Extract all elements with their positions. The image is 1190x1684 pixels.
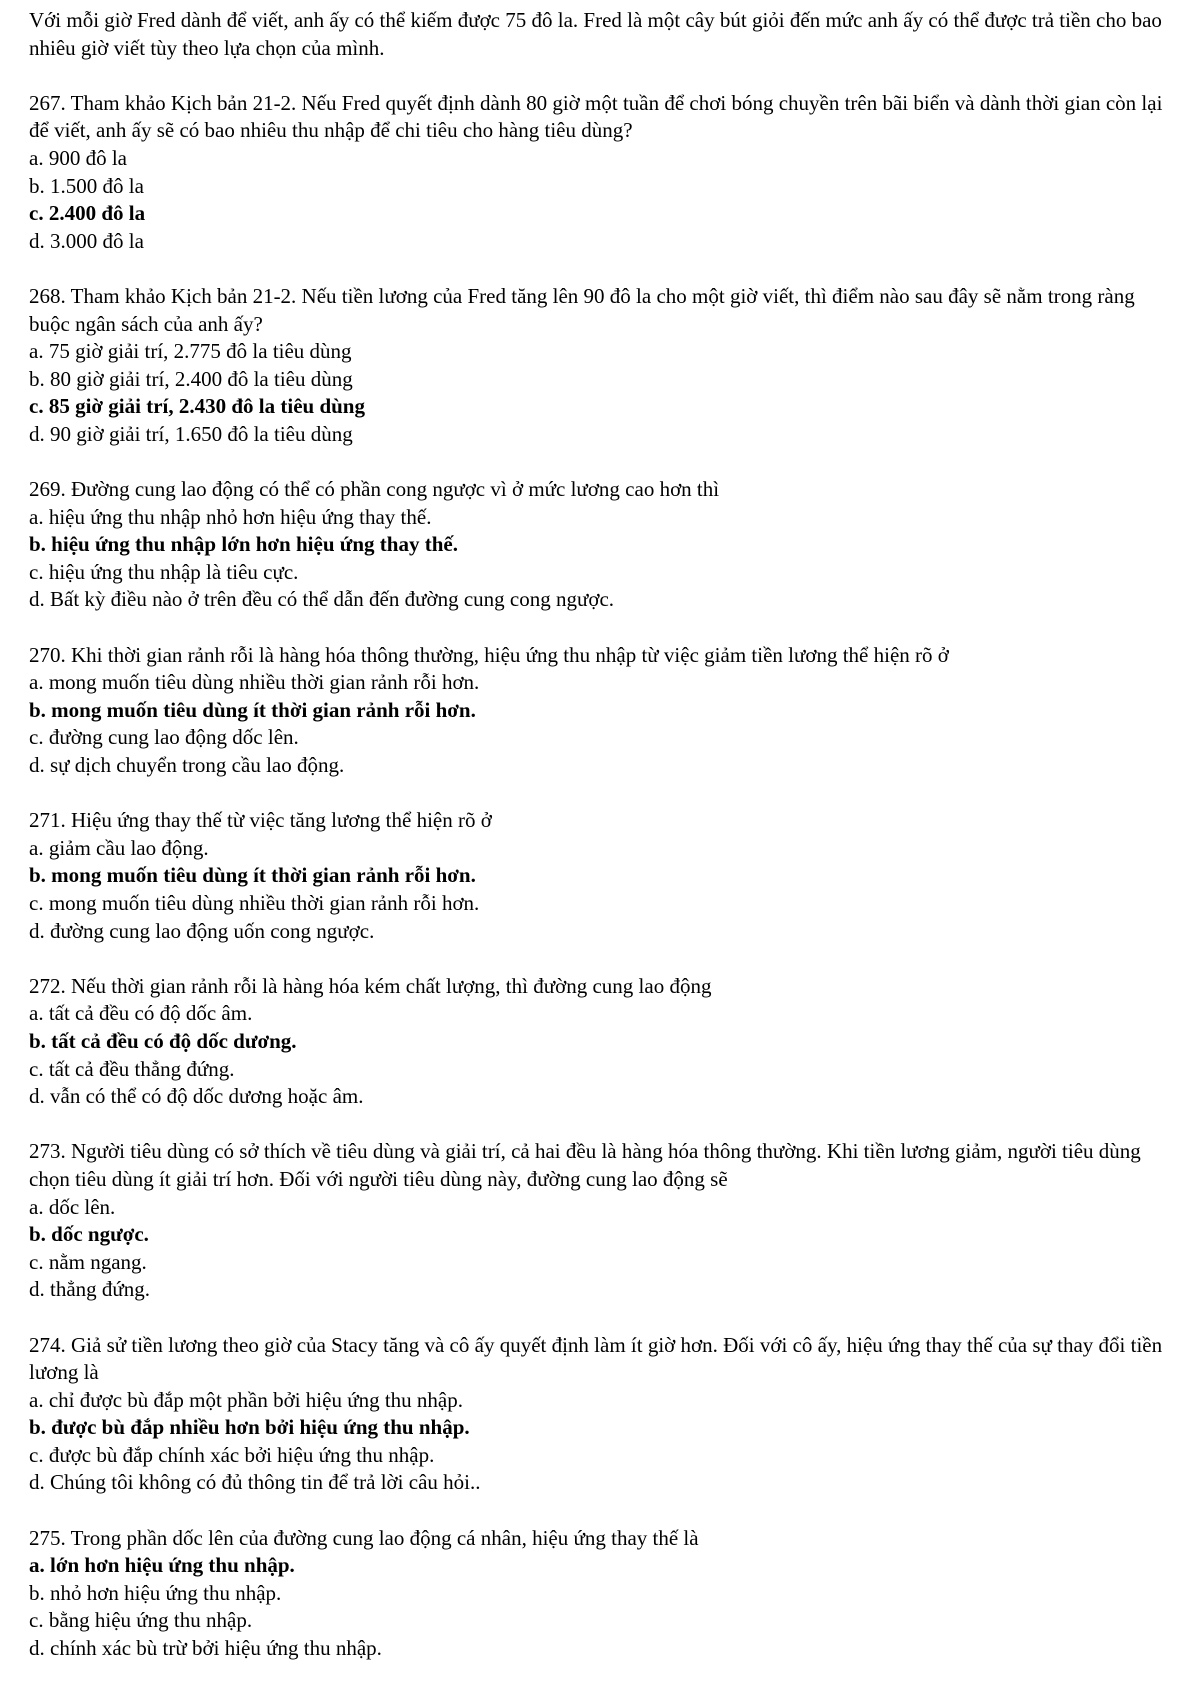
- question-270: [29, 642, 1180, 780]
- question-text: 267. Tham khảo Kịch bản 21-2. Nếu Fred quyết định dành 80 giờ một tuần để chơi bóng chuyền trên bãi biển và dành thời gian còn lại để viết, anh ấy sẽ có bao nhiêu thu nhập để chi tiêu cho hàng tiêu dùng?: [29, 90, 1163, 143]
- answer-option: b. nhỏ hơn hiệu ứng thu nhập.: [29, 1580, 282, 1605]
- answer-option: d. đường cung lao động uốn cong ngược.: [29, 918, 375, 943]
- question-275: [29, 1525, 1180, 1663]
- correct-answer-option: b. tất cả đều có độ dốc dương.: [29, 1028, 297, 1053]
- answer-option: d. Chúng tôi không có đủ thông tin để trả lời câu hỏi..: [29, 1470, 481, 1495]
- answer-option: a. dốc lên.: [29, 1194, 116, 1219]
- answer-options: [29, 1000, 1180, 1110]
- question-272: [29, 973, 1180, 1111]
- question-268: [29, 283, 1180, 449]
- answer-option: d. sự dịch chuyển trong cầu lao động.: [29, 753, 345, 778]
- answer-option: d. chính xác bù trừ bởi hiệu ứng thu nhập.: [29, 1636, 382, 1661]
- answer-options: [29, 1552, 1180, 1662]
- answer-options: [29, 835, 1180, 945]
- correct-answer-option: b. dốc ngược.: [29, 1222, 149, 1247]
- answer-option: b. 1.500 đô la: [29, 173, 144, 198]
- answer-option: d. Bất kỳ điều nào ở trên đều có thể dẫn đến đường cung cong ngược.: [29, 587, 615, 612]
- answer-option: c. tất cả đều thẳng đứng.: [29, 1056, 235, 1081]
- question-text: 269. Đường cung lao động có thể có phần cong ngược vì ở mức lương cao hơn thì: [29, 477, 720, 502]
- question-text: 268. Tham khảo Kịch bản 21-2. Nếu tiền lương của Fred tăng lên 90 đô la cho một giờ viết, thì điểm nào sau đây sẽ nằm trong ràng buộc ngân sách của anh ấy?: [29, 283, 1135, 336]
- answer-options: [29, 504, 1180, 614]
- answer-option: a. tất cả đều có độ dốc âm.: [29, 1001, 253, 1026]
- answer-option: c. đường cung lao động dốc lên.: [29, 725, 299, 750]
- question-text: 272. Nếu thời gian rảnh rỗi là hàng hóa kém chất lượng, thì đường cung lao động: [29, 973, 712, 998]
- question-text: 275. Trong phần dốc lên của đường cung lao động cá nhân, hiệu ứng thay thế là: [29, 1525, 699, 1550]
- answer-option: c. nằm ngang.: [29, 1249, 147, 1274]
- answer-options: [29, 145, 1180, 255]
- question-text: 271. Hiệu ứng thay thế từ việc tăng lương thể hiện rõ ở: [29, 808, 492, 833]
- answer-option: c. được bù đắp chính xác bởi hiệu ứng thu nhập.: [29, 1442, 435, 1467]
- question-text: 274. Giả sử tiền lương theo giờ của Stacy tăng và cô ấy quyết định làm ít giờ hơn. Đối với cô ấy, hiệu ứng thay thế của sự thay đổi tiền lương là: [29, 1332, 1163, 1385]
- correct-answer-option: b. mong muốn tiêu dùng ít thời gian rảnh rỗi hơn.: [29, 863, 476, 888]
- answer-options: [29, 1387, 1180, 1497]
- answer-option: a. giảm cầu lao động.: [29, 835, 209, 860]
- answer-option: c. bằng hiệu ứng thu nhập.: [29, 1608, 253, 1633]
- answer-option: d. 3.000 đô la: [29, 228, 144, 253]
- answer-option: a. mong muốn tiêu dùng nhiều thời gian rảnh rỗi hơn.: [29, 670, 480, 695]
- answer-option: d. vẫn có thể có độ dốc dương hoặc âm.: [29, 1084, 364, 1109]
- answer-option: a. chỉ được bù đắp một phần bởi hiệu ứng thu nhập.: [29, 1387, 463, 1412]
- answer-options: [29, 338, 1180, 448]
- question-271: [29, 807, 1180, 945]
- question-269: [29, 476, 1180, 614]
- correct-answer-option: c. 85 giờ giải trí, 2.430 đô la tiêu dùng: [29, 394, 365, 419]
- answer-option: d. thẳng đứng.: [29, 1277, 151, 1302]
- correct-answer-option: a. lớn hơn hiệu ứng thu nhập.: [29, 1553, 295, 1578]
- question-273: [29, 1138, 1180, 1304]
- answer-options: [29, 1194, 1180, 1304]
- answer-option: c. hiệu ứng thu nhập là tiêu cực.: [29, 559, 299, 584]
- correct-answer-option: b. được bù đắp nhiều hơn bởi hiệu ứng thu nhập.: [29, 1415, 470, 1440]
- answer-option: a. 75 giờ giải trí, 2.775 đô la tiêu dùng: [29, 339, 352, 364]
- answer-option: a. hiệu ứng thu nhập nhỏ hơn hiệu ứng thay thế.: [29, 504, 432, 529]
- answer-option: d. 90 giờ giải trí, 1.650 đô la tiêu dùng: [29, 421, 353, 446]
- correct-answer-option: b. hiệu ứng thu nhập lớn hơn hiệu ứng thay thế.: [29, 532, 458, 557]
- answer-option: c. mong muốn tiêu dùng nhiều thời gian rảnh rỗi hơn.: [29, 891, 480, 915]
- question-267: [29, 90, 1180, 256]
- answer-option: a. 900 đô la: [29, 145, 127, 170]
- correct-answer-option: b. mong muốn tiêu dùng ít thời gian rảnh rỗi hơn.: [29, 697, 476, 722]
- correct-answer-option: c. 2.400 đô la: [29, 201, 146, 226]
- question-text: 270. Khi thời gian rảnh rỗi là hàng hóa thông thường, hiệu ứng thu nhập từ việc giảm tiền lương thể hiện rõ ở: [29, 642, 949, 667]
- intro-paragraph: Với mỗi giờ Fred dành để viết, anh ấy có thể kiếm được 75 đô la. Fred là một cây bút giỏi đến mức anh ấy có thể được trả tiền cho bao nhiêu giờ viết tùy theo lựa chọn của mình.: [29, 8, 1162, 60]
- question-text: 273. Người tiêu dùng có sở thích về tiêu dùng và giải trí, cả hai đều là hàng hóa thông thường. Khi tiền lương giảm, người tiêu dùng chọn tiêu dùng ít giải trí hơn. Đối với người tiêu dùng này, đường cung lao động sẽ: [29, 1139, 1141, 1191]
- answer-options: [29, 669, 1180, 779]
- question-274: [29, 1332, 1180, 1498]
- answer-option: b. 80 giờ giải trí, 2.400 đô la tiêu dùng: [29, 366, 353, 391]
